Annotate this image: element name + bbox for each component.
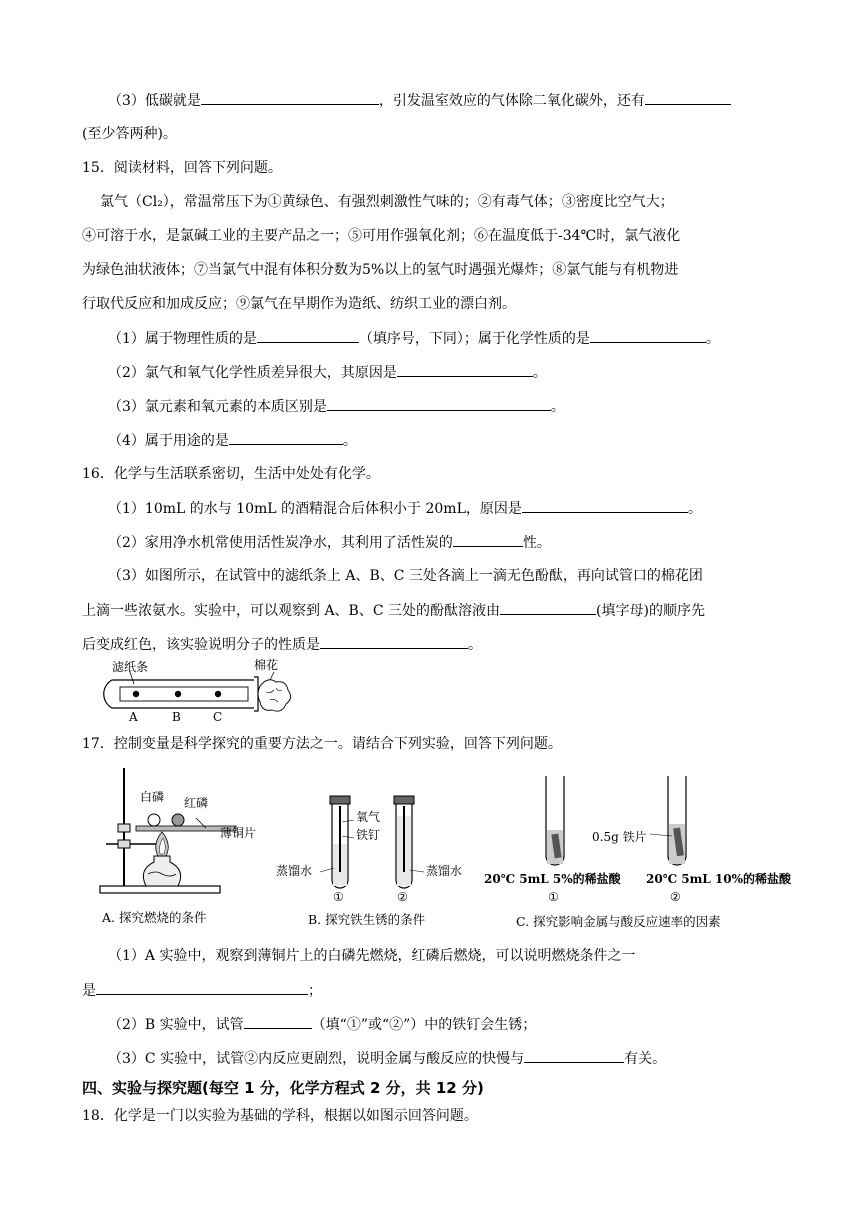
- q16-p1-end: 。: [687, 501, 702, 517]
- figure-c-caption: C. 探究影响金属与酸反应速率的因素: [516, 914, 721, 929]
- oxygen-label: 氧气: [356, 810, 381, 824]
- acid-reaction-tubes: [484, 772, 814, 872]
- q17-p1-text: 是: [82, 983, 96, 999]
- label-a: A: [129, 710, 138, 724]
- tube-2-label: ②: [670, 890, 681, 904]
- q15-material-line2: ④可溶于水，是氯碱工业的主要产品之一；⑤可用作强氧化剂；⑥在温度低于-34℃时，氯气液化: [82, 228, 681, 244]
- answer-blank[interactable]: [327, 396, 551, 411]
- answer-blank[interactable]: [257, 328, 359, 343]
- q17-part3: [108, 1048, 666, 1069]
- q16-part3-line1: （3）如图所示，在试管中的滤纸条上 A、B、C 三处各滴上一滴无色酚酞，再向试管口的棉花团: [108, 568, 703, 584]
- acid-1-label: 20℃ 5mL 5%的稀盐酸: [484, 872, 621, 886]
- answer-blank[interactable]: [96, 980, 308, 995]
- section-4-heading: 四、实验与探究题(每空 1 分，化学方程式 2 分，共 12 分): [82, 1079, 484, 1097]
- tube-1-label: ①: [333, 890, 344, 904]
- answer-blank[interactable]: [522, 498, 688, 513]
- q15-p4-end: 。: [342, 433, 357, 449]
- q15-part3: [108, 396, 565, 417]
- q17-p3-text: （3）C 实验中，试管②内反应更剧烈，说明金属与酸反应的快慢与: [108, 1051, 525, 1067]
- q15-part4: [108, 430, 357, 451]
- q15-p2-end: 。: [532, 365, 547, 381]
- q15-p1-text: （1）属于物理性质的是: [108, 331, 257, 347]
- q17-p2-text: （2）B 实验中，试管: [108, 1017, 244, 1033]
- tube-2-label: ②: [397, 890, 408, 904]
- answer-blank[interactable]: [453, 532, 523, 547]
- q16-stem: 16．化学与生活联系密切，生活中处处有化学。: [82, 466, 380, 482]
- q15-part2: [108, 362, 547, 383]
- answer-blank[interactable]: [201, 90, 379, 105]
- distilled-water-label: 蒸馏水: [276, 864, 313, 878]
- answer-blank[interactable]: [244, 1014, 312, 1029]
- iron-sheet-label: 0.5g 铁片: [592, 830, 647, 844]
- q16-part3-line3: [82, 634, 482, 655]
- cotton-label: 棉花: [254, 658, 279, 672]
- q16-p3-end: 。: [468, 637, 482, 653]
- q16-p2-end: 性。: [522, 535, 551, 551]
- acid-2-label: 20℃ 5mL 10%的稀盐酸: [646, 872, 792, 886]
- answer-blank[interactable]: [320, 634, 468, 649]
- q17-part1-line1: （1）A 实验中，观察到薄铜片上的白磷先燃烧，红磷后燃烧，可以说明燃烧条件之一: [108, 948, 636, 964]
- distilled-water-label: 蒸馏水: [426, 864, 463, 878]
- q16-p2-text: （2）家用净水机常使用活性炭净水，其利用了活性炭的: [108, 535, 453, 551]
- answer-blank[interactable]: [524, 1048, 624, 1063]
- answer-blank[interactable]: [500, 600, 596, 615]
- red-phosphorus-label: 红磷: [184, 796, 209, 810]
- q16-part1: [108, 498, 702, 519]
- label-b: B: [172, 710, 181, 724]
- q17-p1-end: ；: [308, 983, 322, 999]
- q14-p3-text: （3）低碳就是: [108, 93, 201, 109]
- tube-1-label: ①: [548, 890, 559, 904]
- q15-p3-text: （3）氯元素和氧元素的本质区别是: [108, 399, 327, 415]
- answer-blank[interactable]: [397, 362, 533, 377]
- q15-p1-text2: （填序号，下同）；属于化学性质的是: [358, 331, 590, 347]
- q14-part3-cont: (至少答两种)。: [82, 126, 177, 142]
- iron-rust-tubes: [272, 794, 492, 894]
- q15-p3-end: 。: [550, 399, 565, 415]
- answer-blank[interactable]: [229, 430, 343, 445]
- q15-p4-text: （4）属于用途的是: [108, 433, 229, 449]
- answer-blank[interactable]: [590, 328, 706, 343]
- q15-part1: [108, 328, 720, 349]
- q17-figure-a: [96, 762, 286, 932]
- label-c: C: [213, 710, 223, 724]
- answer-blank[interactable]: [645, 90, 731, 105]
- q15-p1-end: 。: [705, 331, 720, 347]
- figure-a-caption: A. 探究燃烧的条件: [102, 910, 207, 925]
- q15-material-line1: 氯气（Cl₂），常温常压下为①黄绿色、有强烈刺激性气味的；②有毒气体；③密度比空气大；: [100, 194, 674, 210]
- q17-figure-c: [484, 772, 814, 934]
- q16-p3-text: 上滴一些浓氨水。实验中，可以观察到 A、B、C 三处的酚酞溶液由: [82, 603, 501, 619]
- white-phosphorus-label: 白磷: [140, 790, 165, 804]
- q17-stem: 17．控制变量是科学探究的重要方法之一。请结合下列实验，回答下列问题。: [82, 736, 562, 752]
- q16-part3-line2: [82, 600, 705, 621]
- iron-nail-label: 铁钉: [356, 828, 381, 842]
- figure-b-caption: B. 探究铁生锈的条件: [308, 912, 426, 927]
- q16-part2: [108, 532, 551, 553]
- q16-p3-text3: 后变成红色，该实验说明分子的性质是: [82, 637, 320, 653]
- q17-p2-text2: （填“①”或“②”）中的铁钉会生锈；: [311, 1017, 537, 1033]
- q15-material-line3: 为绿色油状液体；⑦当氯气中混有体积分数为5%以上的氢气时遇强光爆炸；⑧氯气能与有机物进: [82, 262, 679, 278]
- q15-material-line4: 行取代反应和加成反应；⑨氯气在早期作为造纸、纺织工业的漂白剂。: [82, 296, 516, 312]
- q16-figure: [98, 656, 308, 728]
- copper-sheet-label: 薄铜片: [220, 826, 257, 840]
- q18-stem: 18．化学是一门以实验为基础的学科，根据以如图示回答问题。: [82, 1108, 478, 1124]
- q17-p3-end: 有关。: [624, 1051, 667, 1067]
- q15-p2-text: （2）氯气和氧气化学性质差异很大，其原因是: [108, 365, 397, 381]
- q14-part3-line: [108, 90, 731, 111]
- combustion-apparatus: [96, 762, 286, 897]
- q15-stem: 15．阅读材料，回答下列问题。: [82, 160, 282, 176]
- q16-p3-text2: (填字母)的顺序先: [596, 603, 705, 619]
- q14-p3-text2: ，引发温室效应的气体除二氧化碳外，还有: [378, 93, 645, 109]
- q16-p1-text: （1）10mL 的水与 10mL 的酒精混合后体积小于 20mL，原因是: [108, 501, 522, 517]
- q17-part1-line2: [82, 980, 322, 1001]
- q17-part2: [108, 1014, 536, 1035]
- filter-paper-label: 滤纸条: [112, 660, 149, 674]
- q17-figure-b: [272, 794, 492, 934]
